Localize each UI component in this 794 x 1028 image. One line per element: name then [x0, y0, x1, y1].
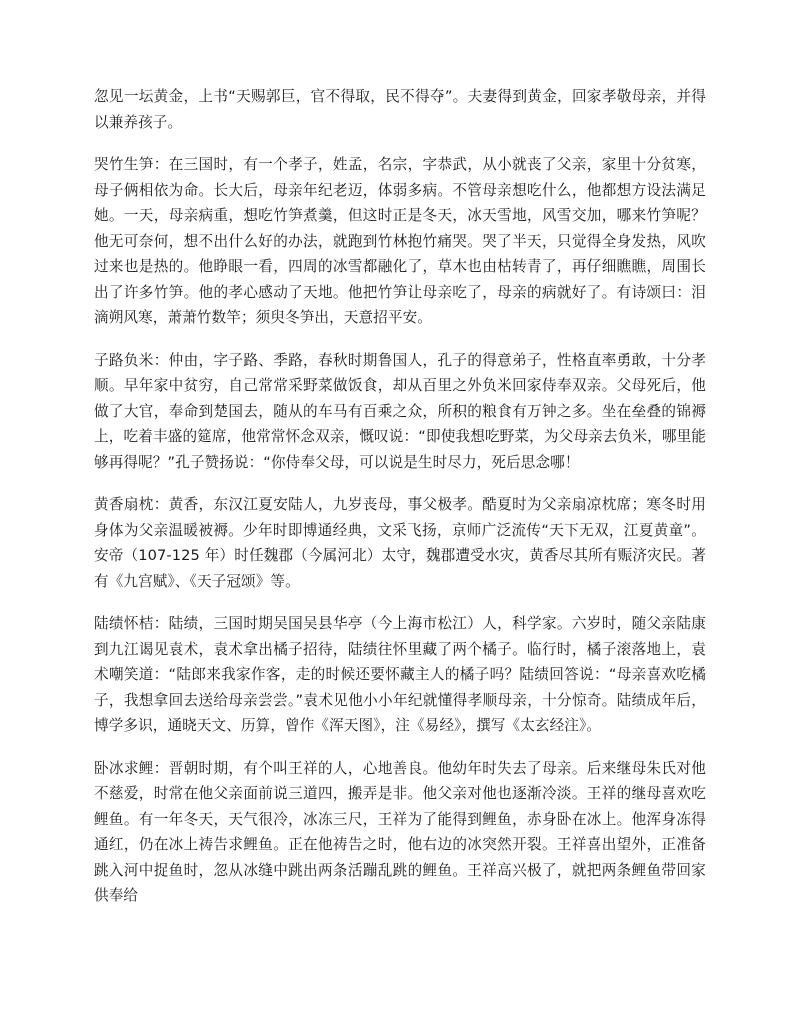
paragraph-title: 子路负米： — [94, 351, 169, 369]
paragraph-bamboo-shoots — [94, 152, 706, 331]
paragraph-zilu-rice — [94, 348, 706, 476]
paragraph-lu-ji-oranges — [94, 611, 706, 739]
paragraph-ice-carp — [94, 756, 706, 909]
paragraph-text: 仲由，字子路、季路，春秋时期鲁国人，孔子的得意弟子，性格直率勇敢，十分孝顺。早年家中贫穷，自己常常采野菜做饭食，却从百里之外负米回家侍奉双亲。父母死后，他做了大官，奉命到楚国去，随从的车马有百乘之众，所积的粮食有万钟之多。坐在垒叠的锦褥上，吃着丰盛的筵席，他常常怀念双亲，慨叹说：“即使我想吃野菜，为父母亲去负米，哪里能够再得呢？”孔子赞扬说：“你侍奉父母，可以说是生时尽力，死后思念哪！ — [94, 351, 706, 471]
paragraph-title: 黄香扇枕： — [94, 496, 169, 513]
paragraph-text: 晋朝时期，有个叫王祥的人，心地善良。他幼年时失去了母亲。后来继母朱氏对他不慈爱，时常在他父亲面前说三道四，搬弄是非。他父亲对他也逐渐冷淡。王祥的继母喜欢吃鲤鱼。有一年冬天，天气很冷，冰冻三尺，王祥为了能得到鲤鱼，赤身卧在冰上。他浑身冻得通红，仍在冰上祷告求鲤鱼。正在他祷告之时，他右边的冰突然开裂。王祥喜出望外，正准备跳入河中捉鱼时，忽从冰缝中跳出两条活蹦乱跳的鲤鱼。王祥高兴极了，就把两条鲤鱼带回家供奉给 — [94, 759, 706, 904]
paragraph-title: 陆绩怀桔： — [94, 615, 169, 632]
paragraph-title: 哭竹生笋： — [94, 156, 169, 173]
paragraph-huang-xiang-pillow — [94, 492, 706, 594]
paragraph-text: 在三国时，有一个孝子，姓孟，名宗，字恭武，从小就丧了父亲，家里十分贫寒，母子俩相依为命。长大后，母亲年纪老迈，体弱多病。不管母亲想吃什么，他都想方设法满足她。一天，母亲病重，想吃竹笋煮羹，但这时正是冬天，冰天雪地，风雪交加，哪来竹笋呢？他无可奈何，想不出什么好的办法，就跑到竹林抱竹痛哭。哭了半天，只觉得全身发热，风吹过来也是热的。他睁眼一看，四周的冰雪都融化了，草木也由枯转青了，再仔细瞧瞧，周围长出了许多竹笋。他的孝心感动了天地。他把竹笋让母亲吃了，母亲的病就好了。有诗颂曰：泪滴朔风寒，萧萧竹数竿；须臾冬笋出，天意招平安。 — [94, 156, 706, 326]
paragraph-title: 卧冰求鲤： — [94, 759, 169, 777]
document-page — [94, 84, 706, 926]
paragraph-text: 忽见一坛黄金，上书“天赐郭巨，官不得取，民不得夺”。夫妻得到黄金，回家孝敬母亲，并得以兼养孩子。 — [94, 88, 706, 131]
paragraph-text: 黄香，东汉江夏安陆人，九岁丧母，事父极孝。酷夏时为父亲扇凉枕席；寒冬时用身体为父亲温暖被褥。少年时即博通经典，文采飞扬，京师广泛流传“天下无双，江夏黄童”。安帝（107-125 年）时任魏郡（今属河北）太守，魏郡遭受水灾，黄香尽其所有赈济灾民。著有《九宫赋》、《天子冠颂》等。 — [94, 496, 706, 590]
paragraph-guo-ju-ending — [94, 84, 706, 135]
paragraph-text: 陆绩，三国时期吴国吴县华亭（今上海市松江）人，科学家。六岁时，随父亲陆康到九江谒见袁术，袁术拿出橘子招待，陆绩往怀里藏了两个橘子。临行时，橘子滚落地上，袁术嘲笑道：“陆郎来我家作客，走的时候还要怀藏主人的橘子吗？陆绩回答说：“母亲喜欢吃橘子，我想拿回去送给母亲尝尝。”袁术见他小小年纪就懂得孝顺母亲，十分惊奇。陆绩成年后，博学多识，通晓天文、历算，曾作《浑天图》，注《易经》，撰写《太玄经注》。 — [94, 615, 706, 734]
